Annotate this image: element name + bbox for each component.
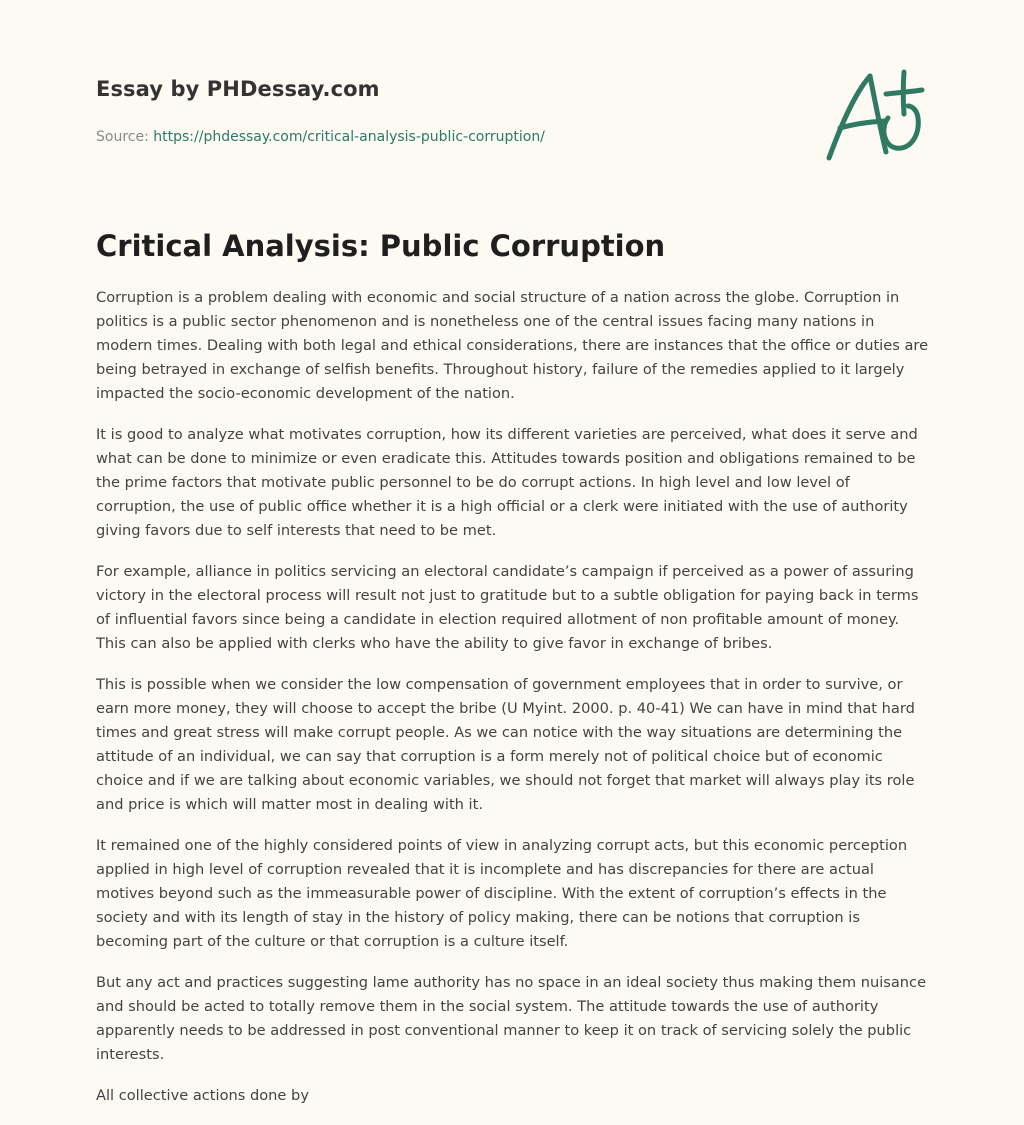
essay-paragraph: It is good to analyze what motivates corruption, how its different varieties are perceived, what does it serve and what can be done to minimize or even eradicate this. Attitudes towards position and obligations remained to be the prime factors that motivate public personnel to be do corrupt actions. In high level and low level of corruption, the use of public office whether it is a high official or a clerk were initiated with the use of authority giving favors due to self interests that need to be met. [96, 426, 918, 539]
essay-body [96, 286, 930, 1125]
essay-paragraph: For example, alliance in politics servicing an electoral candidate’s campaign if perceived as a power of assuring victory in the electoral process will result not just to gratitude but to a subtle obligation for paying back in terms of influential favors since being a candidate in election required allotment of non profitable amount of money. This can also be applied with clerks who have the ability to give favor in exchange of bribes. [96, 563, 919, 652]
a-plus-logo-icon [822, 66, 928, 166]
source-line [96, 128, 796, 146]
page-header [96, 74, 796, 146]
essay-paragraph: This is possible when we consider the low compensation of government employees that in order to survive, or earn more money, they will choose to accept the bribe (U Myint. 2000. p. 40-41) We can have in mind that hard times and great stress will make corrupt people. As we can notice with the way situations are determining the attitude of an individual, we can say that corruption is a form merely not of political choice but of economic choice and if we are talking about economic variables, we should not forget that market will always play its role and price is which will matter most in dealing with it. [96, 676, 915, 813]
site-brand: Essay by PHDessay.com [96, 77, 380, 101]
essay-title: Critical Analysis: Public Corruption [96, 229, 666, 263]
source-label: Source: [96, 129, 149, 145]
essay-paragraph: All collective actions done by [96, 1087, 309, 1104]
essay-paragraph: But any act and practices suggesting lame authority has no space in an ideal society thus making them nuisance and should be acted to totally remove them in the social system. The attitude towards the use of authority apparently needs to be addressed in post conventional manner to keep it on track of servicing solely the public interests. [96, 974, 927, 1063]
essay-paragraph: It remained one of the highly considered points of view in analyzing corrupt acts, but this economic perception applied in high level of corruption revealed that it is incomplete and has discrepancies for there are actual motives beyond such as the immeasurable power of discipline. With the extent of corruption’s effects in the society and with its length of stay in the history of policy making, there can be notions that corruption is becoming part of the culture or that corruption is a culture itself. [96, 837, 908, 950]
essay-paragraph: Corruption is a problem dealing with economic and social structure of a nation across the globe. Corruption in politics is a public sector phenomenon and is nonetheless one of the central issues facing many nations in modern times. Dealing with both legal and ethical considerations, there are instances that the office or duties are being betrayed in exchange of selfish benefits. Throughout history, failure of the remedies applied to it largely impacted the socio-economic development of the nation. [96, 289, 929, 402]
source-link[interactable]: https://phdessay.com/critical-analysis-public-corruption/ [153, 129, 545, 145]
